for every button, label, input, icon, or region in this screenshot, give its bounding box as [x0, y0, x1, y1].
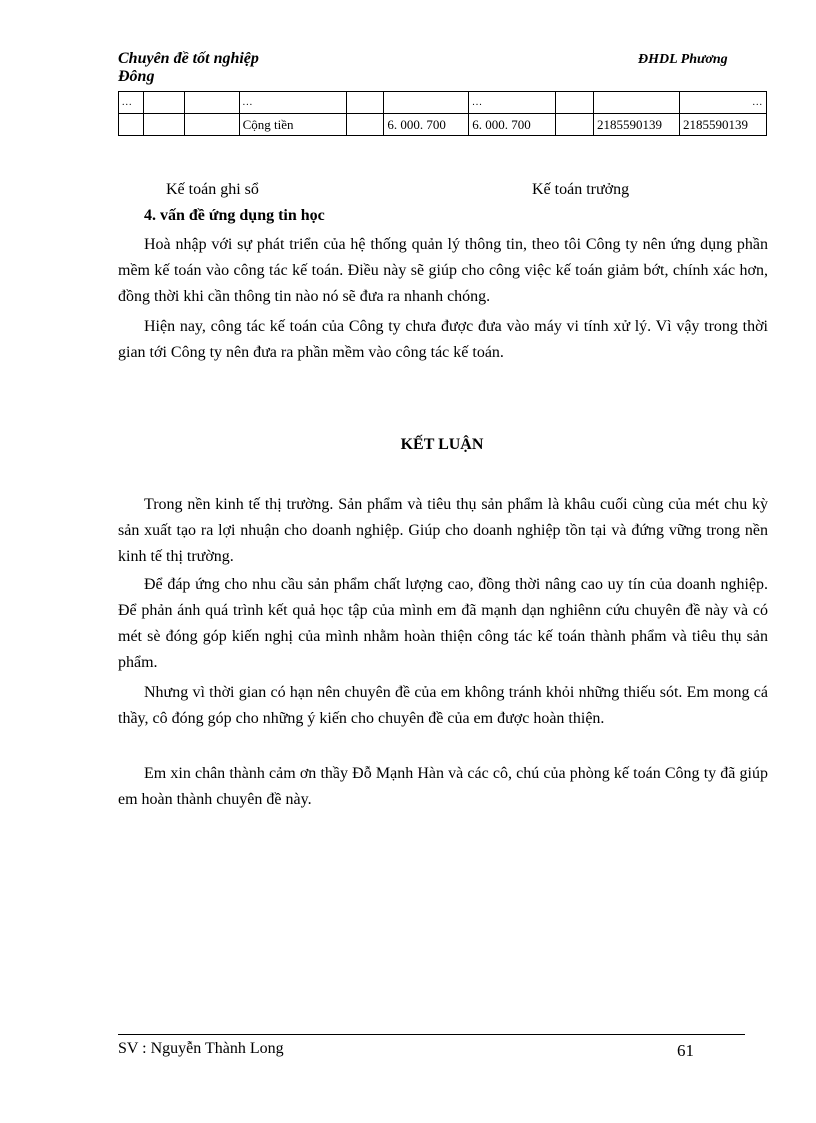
page-number: 61 [677, 1041, 694, 1060]
table-cell: ... [469, 92, 556, 114]
table-cell [143, 114, 184, 136]
table-cell: ... [239, 92, 347, 114]
conclusion-paragraph: Em xin chân thành cảm ơn thầy Đỗ Mạnh Hàn và các cô, chú của phòng kế toán Công ty đã giúp em hoàn thành chuyên đề này. [118, 765, 768, 808]
footer-divider [118, 1034, 745, 1035]
total-label-cell: Cộng tiền [239, 114, 347, 136]
header-school: ĐHDL Phương [638, 52, 728, 67]
section-paragraph: Hoà nhập với sự phát triển của hệ thống quản lý thông tin, theo tôi Công ty nên ứng dụng phần mềm kế toán vào công tác kế toán. Điều này sẽ giúp cho công việc kế toán giảm bớt, chính xác hơn, đồng thời khi cần thông tin nào nó sẽ đưa ra nhanh chóng. [118, 236, 768, 305]
table-cell: ... [119, 92, 144, 114]
section-paragraph: Hiện nay, công tác kế toán của Công ty chưa được đưa vào máy vi tính xử lý. Vì vậy trong thời gian tới Công ty nên đưa ra phần mềm vào công tác kế toán. [118, 318, 768, 361]
table-cell [347, 114, 384, 136]
table-row-total [119, 114, 767, 136]
table-cell [594, 92, 680, 114]
header-title: Chuyên đề tốt nghiệp [118, 50, 259, 67]
footer-student-name: SV : Nguyễn Thành Long [118, 1040, 284, 1057]
document-header [118, 50, 259, 86]
conclusion-paragraph: Trong nền kinh tế thị trường. Sản phẩm và tiêu thụ sản phẩm là khâu cuối cùng của mét chu kỳ sản xuất tạo ra lợi nhuận cho doanh nghiệp. Giúp cho doanh nghiệp tồn tại và đứng vững trong nền kinh tế thị trường. [118, 496, 768, 565]
amount-cell: 6. 000. 700 [384, 114, 469, 136]
amount-cell: 2185590139 [679, 114, 766, 136]
signature-chief-accountant: Kế toán trưởng [532, 181, 630, 198]
table-cell [556, 92, 594, 114]
table-cell [119, 114, 144, 136]
table-cell [556, 114, 594, 136]
ledger-table [118, 91, 767, 136]
table-cell [184, 92, 239, 114]
conclusion-paragraph: Để đáp ứng cho nhu cầu sản phẩm chất lượng cao, đồng thời nâng cao uy tín của doanh nghiệp. Để phản ánh quá trình kết quả học tập của mình em đã mạnh dạn nghiênn cứu chuyên đề này và có mét sè đóng góp kiến nghị của mình nhằm hoàn thiện công tác kế toán thành phẩm và tiêu thụ sản phẩm. [118, 576, 768, 671]
conclusion-heading: KẾT LUẬN [400, 436, 484, 453]
conclusion-paragraph: Nhưng vì thời gian có hạn nên chuyên đề của em không tránh khỏi những thiếu sót. Em mong cá thầy, cô đóng góp cho những ý kiến cho chuyên đề của em được hoàn thiện. [118, 684, 768, 727]
table-cell [347, 92, 384, 114]
table-cell [143, 92, 184, 114]
table-cell: ... [679, 92, 766, 114]
section-heading: 4. vấn đề ứng dụng tin học [144, 207, 325, 224]
table-cell [384, 92, 469, 114]
header-title-continuation: Đông [118, 68, 155, 85]
table-cell [184, 114, 239, 136]
amount-cell: 2185590139 [594, 114, 680, 136]
table-row [119, 92, 767, 114]
amount-cell: 6. 000. 700 [469, 114, 556, 136]
signature-accountant: Kế toán ghi sổ [166, 181, 259, 198]
